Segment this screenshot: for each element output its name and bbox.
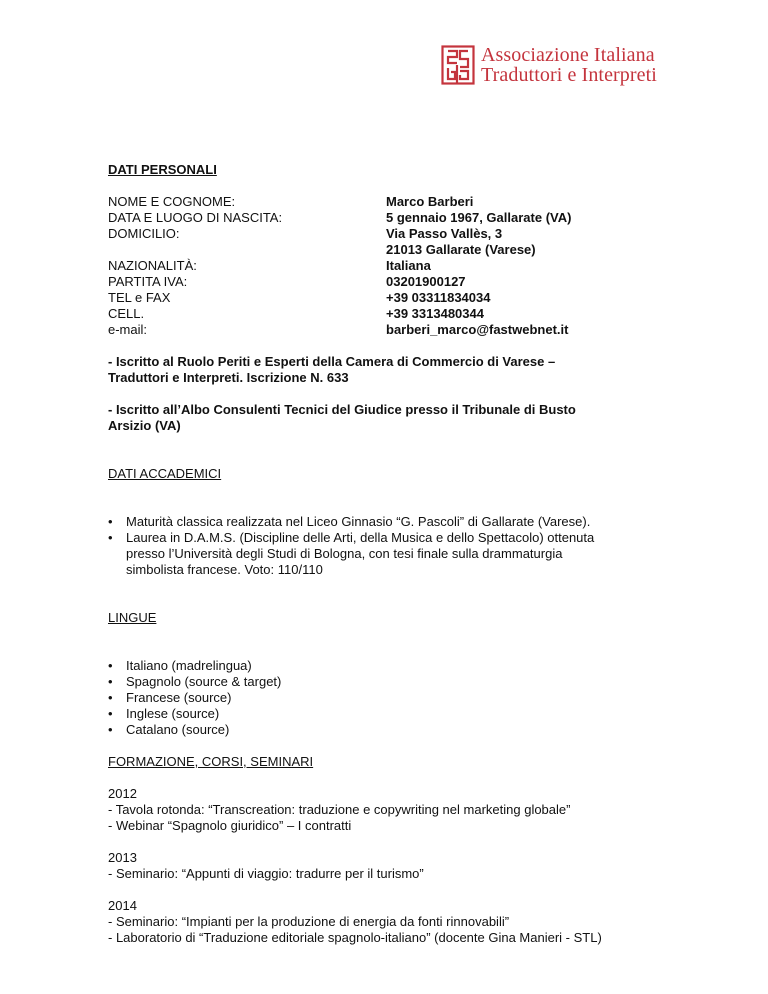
- academic-list: [108, 514, 668, 578]
- section-title-academic: DATI ACCADEMICI: [108, 466, 222, 481]
- label-birth: DATA E LUOGO DI NASCITA:: [108, 210, 283, 225]
- logo-text: [481, 45, 657, 85]
- value-tel-fax: +39 03311834034: [386, 290, 491, 305]
- personal-data-table: [108, 194, 668, 338]
- note-line: Traduttori e Interpreti. Iscrizione N. 633: [108, 370, 349, 385]
- training-year-block: [108, 786, 668, 834]
- training-entry: - Seminario: “Impianti per la produzione di energia da fonti rinnovabili”: [108, 914, 510, 929]
- logo-line-1: Associazione Italiana: [481, 44, 655, 66]
- list-item: • Francese (source): [108, 690, 668, 706]
- training-entry: - Webinar “Spagnolo giuridico” – I contratti: [108, 818, 352, 833]
- training-year: 2013: [108, 850, 137, 865]
- cv-content: [108, 162, 668, 946]
- training-entry: - Seminario: “Appunti di viaggio: tradurre per il turismo”: [108, 866, 424, 881]
- list-item: • Catalano (source): [108, 722, 668, 738]
- aiti-logo: [441, 44, 657, 86]
- section-title-languages: LINGUE: [108, 610, 157, 625]
- personal-labels: [108, 194, 386, 338]
- note-line: Arsizio (VA): [108, 418, 181, 433]
- list-item: [108, 530, 668, 578]
- list-item-line: simbolista francese. Voto: 110/110: [126, 562, 323, 577]
- value-vat: 03201900127: [386, 274, 466, 289]
- logo-line-2: Traduttori e Interpreti: [481, 64, 657, 86]
- label-nationality: NAZIONALITÀ:: [108, 258, 197, 273]
- value-birth: 5 gennaio 1967, Gallarate (VA): [386, 210, 572, 225]
- value-address-city: 21013 Gallarate (Varese): [386, 242, 536, 257]
- training-year-block: [108, 898, 668, 946]
- label-name: NOME E COGNOME:: [108, 194, 236, 209]
- value-email: barberi_marco@fastwebnet.it: [386, 322, 569, 337]
- label-vat: PARTITA IVA:: [108, 274, 188, 289]
- section-title-training: FORMAZIONE, CORSI, SEMINARI: [108, 754, 314, 769]
- list-item-line: presso l’Università degli Studi di Bologna, con tesi finale sulla drammaturgia: [126, 546, 563, 561]
- value-name: Marco Barberi: [386, 194, 474, 209]
- languages-list: [108, 658, 668, 738]
- training-year: 2012: [108, 786, 137, 801]
- training-entry: - Laboratorio di “Traduzione editoriale spagnolo-italiano” (docente Gina Manieri - STL): [108, 930, 602, 945]
- note-line: - Iscritto all’Albo Consulenti Tecnici del Giudice presso il Tribunale di Busto: [108, 402, 576, 417]
- list-item: [108, 514, 668, 530]
- label-blank: [108, 242, 386, 258]
- training-entry: - Tavola rotonda: “Transcreation: traduzione e copywriting nel marketing globale”: [108, 802, 571, 817]
- list-item: • Italiano (madrelingua): [108, 658, 668, 674]
- list-item: • Spagnolo (source & target): [108, 674, 668, 690]
- label-email: e-mail:: [108, 322, 148, 337]
- note-court-consultants: [108, 402, 668, 434]
- note-chamber-of-commerce: [108, 354, 668, 386]
- note-line: - Iscritto al Ruolo Periti e Esperti della Camera di Commercio di Varese –: [108, 354, 556, 369]
- list-item: • Inglese (source): [108, 706, 668, 722]
- personal-values: [386, 194, 571, 338]
- training-year-block: [108, 850, 668, 882]
- value-cell: +39 3313480344: [386, 306, 484, 321]
- label-cell: CELL.: [108, 306, 145, 321]
- training-year: 2014: [108, 898, 137, 913]
- list-item-line: • Laurea in D.A.M.S. (Discipline delle Arti, della Musica e dello Spettacolo) ottenuta: [126, 530, 595, 545]
- section-title-personal: DATI PERSONALI: [108, 162, 217, 177]
- value-nationality: Italiana: [386, 258, 431, 273]
- value-address-street: Via Passo Vallès, 3: [386, 226, 503, 241]
- list-item-line: • Maturità classica realizzata nel Liceo Ginnasio “G. Pascoli” di Gallarate (Varese).: [126, 514, 591, 529]
- aiti-logo-mark-icon: [441, 45, 475, 85]
- label-tel-fax: TEL e FAX: [108, 290, 171, 305]
- label-domicile: DOMICILIO:: [108, 226, 180, 241]
